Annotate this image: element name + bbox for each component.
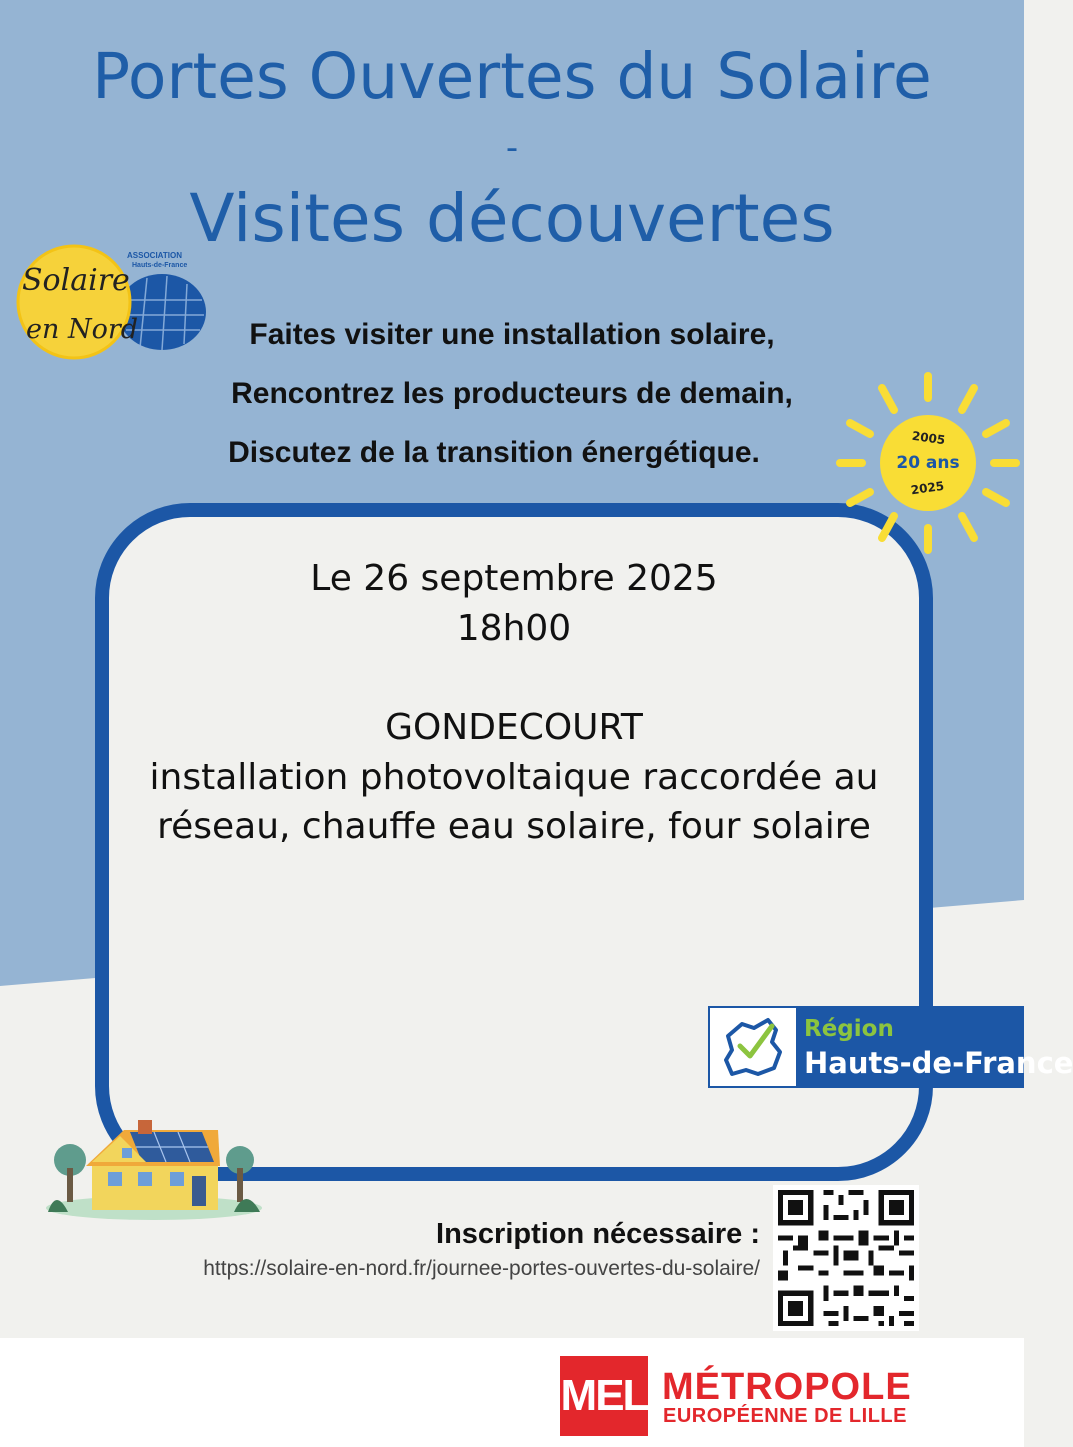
- tagline-line2: Rencontrez les producteurs de demain,: [231, 377, 793, 410]
- france-map-icon: [710, 1008, 796, 1086]
- logo-text-line1: Solaire: [22, 263, 130, 298]
- logo-region: Hauts-de-France: [132, 262, 188, 269]
- mel-logo-box: MEL: [560, 1356, 648, 1436]
- region-map-box: [710, 1008, 796, 1086]
- registration-label: Inscription nécessaire :: [436, 1218, 760, 1250]
- event-city: GONDECOURT: [385, 707, 643, 748]
- logo-association: ASSOCIATION: [127, 251, 182, 260]
- anniversary-label: 20 ans: [896, 453, 960, 473]
- tagline-line1: Faites visiter une installation solaire,: [249, 318, 775, 351]
- main-title: Portes Ouvertes du Solaire: [92, 40, 932, 113]
- region-name: Hauts-de-France: [804, 1046, 1073, 1080]
- anniversary-sun-badge: [836, 368, 1026, 558]
- region-hauts-de-france-logo: [708, 1006, 1073, 1088]
- event-description-line2: réseau, chauffe eau solaire, four solaire: [157, 806, 871, 847]
- qr-code[interactable]: [773, 1185, 919, 1331]
- registration-url[interactable]: https://solaire-en-nord.fr/journee-portes-ouvertes-du-solaire/: [203, 1257, 760, 1280]
- anniversary-end-year: 2025: [909, 478, 945, 498]
- subtitle: Visites découvertes: [189, 180, 835, 257]
- event-description-line1: installation photovoltaique raccordée au: [149, 757, 879, 798]
- solar-house-illustration: [42, 1112, 266, 1222]
- region-label: Région: [804, 1016, 894, 1042]
- title-separator: -: [505, 128, 519, 168]
- event-date: Le 26 septembre 2025: [310, 558, 718, 599]
- event-time: 18h00: [456, 608, 572, 649]
- anniversary-start-year: 2005: [911, 428, 947, 448]
- tagline-line3: Discutez de la transition énergétique.: [228, 436, 760, 469]
- mel-name-line2: EUROPÉENNE DE LILLE: [663, 1405, 907, 1427]
- logo-text-line2: en Nord: [26, 314, 139, 345]
- mel-name-line1: MÉTROPOLE: [662, 1366, 912, 1408]
